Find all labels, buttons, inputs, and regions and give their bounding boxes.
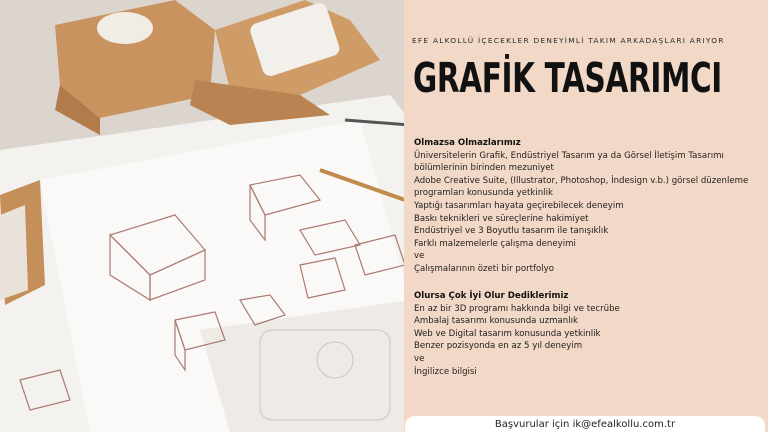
list-item: Adobe Creative Suite, (Illustrator, Photoshop, İndesign v.b.) görsel düzenleme programları konusunda yetkinlik: [414, 175, 749, 199]
list-item: İngilizce bilgisi: [414, 366, 477, 377]
list-item: Web ve Digital tasarım konusunda yetkinlik: [414, 328, 601, 339]
list-item: En az bir 3D programı hakkında bilgi ve tecrübe: [414, 303, 620, 314]
list-item: Endüstriyel ve 3 Boyutlu tasarım ile tanışıklık: [414, 226, 609, 237]
requirements-section: [414, 137, 764, 276]
list-item: Çalışmalarının özeti bir portfolyo: [414, 263, 555, 274]
requirements-heading: Olmazsa Olmazlarımız: [414, 138, 521, 148]
nice-to-have-section: [414, 290, 764, 378]
list-item: Üniversitelerin Grafik, Endüstriyel Tasarım ya da Görsel İletişim Tasarımı bölümlerinin birinden mezuniyet: [414, 150, 724, 174]
nice-to-have-heading: Olursa Çok İyi Olur Dediklerimiz: [414, 291, 569, 301]
list-item: Farklı malzemelerle çalışma deneyimi: [414, 238, 576, 249]
list-item: Baskı teknikleri ve süreçlerine hakimiyet: [414, 213, 589, 224]
list-item: ve: [414, 353, 425, 364]
nice-to-have-list: [414, 303, 764, 379]
requirements-list: [414, 150, 764, 276]
list-item: Yaptığı tasarımları hayata geçirebilecek deneyim: [414, 200, 624, 211]
list-item: Ambalaj tasarımı konusunda uzmanlık: [414, 316, 578, 327]
job-title: GRAFİK TASARIMCI: [413, 54, 722, 102]
list-item: ve: [414, 251, 425, 262]
list-item: Benzer pozisyonda en az 5 yıl deneyim: [414, 341, 583, 352]
company-kicker: EFE ALKOLLÜ İÇECEKLER DENEYİMLİ TAKIM ARKADAŞLARI ARIYOR: [412, 36, 725, 45]
apply-footer: [405, 416, 765, 432]
apply-email-text[interactable]: Başvurular için ik@efealkollu.com.tr: [494, 419, 676, 430]
